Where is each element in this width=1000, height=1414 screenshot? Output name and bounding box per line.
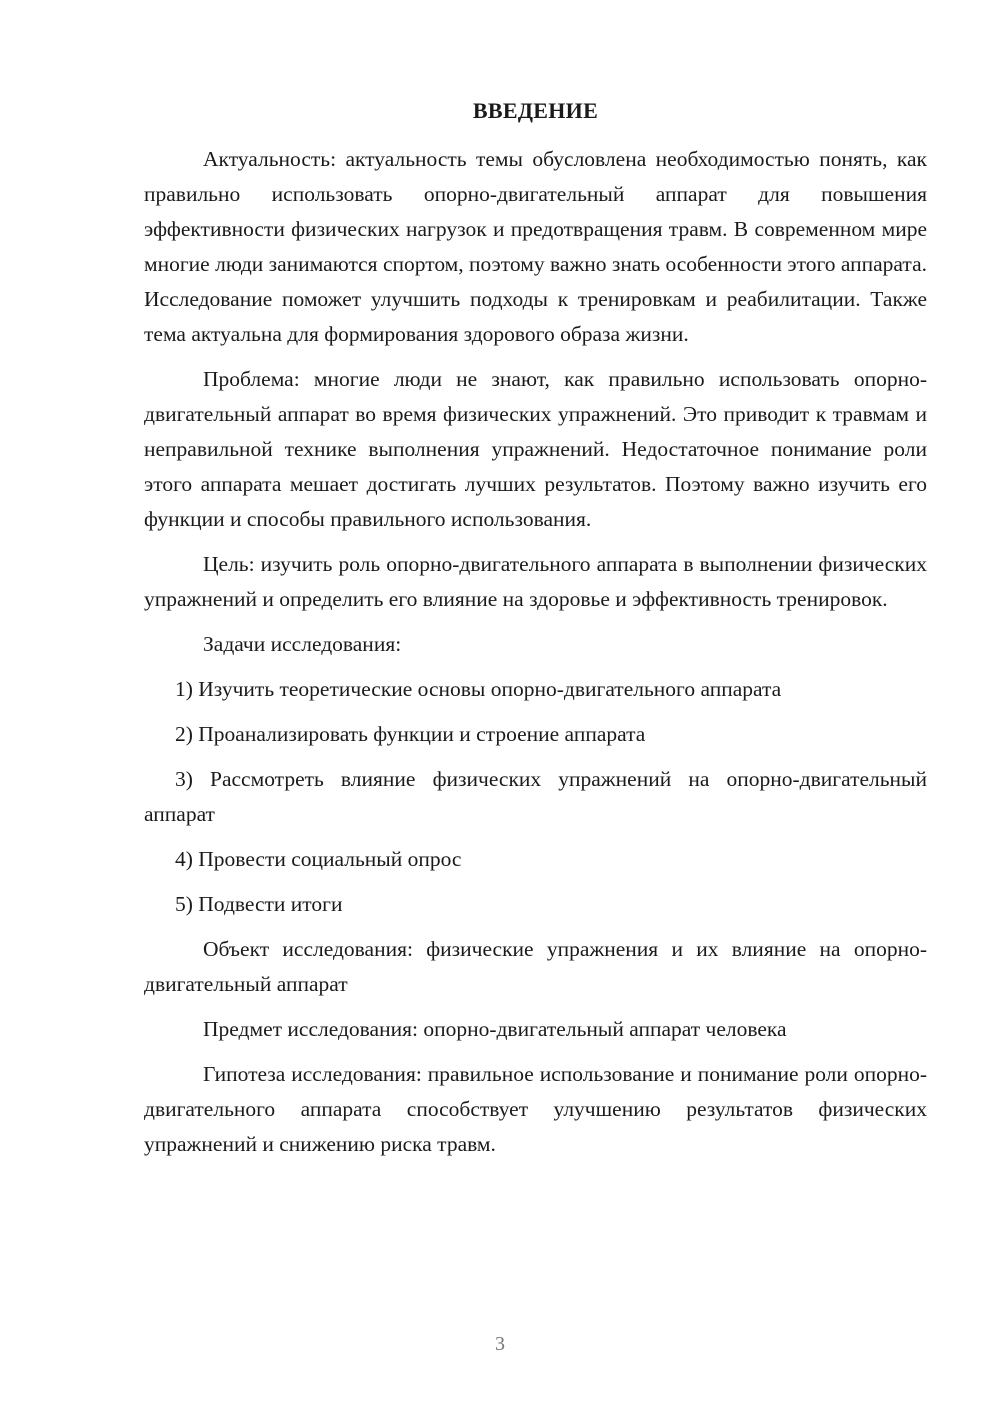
- paragraph-goal: Цель: изучить роль опорно-двигательного аппарата в выполнении физических упражнений и определить его влияние на здоровье и эффективность тренировок.: [144, 552, 927, 611]
- paragraph-hypothesis: Гипотеза исследования: правильное использование и понимание роли опорно-двигательного аппарата способствует улучшению результатов физических упражнений и снижению риска травм.: [144, 1062, 927, 1156]
- task-item-5: 5) Подвести итоги: [175, 892, 343, 916]
- task-item-1: 1) Изучить теоретические основы опорно-двигательного аппарата: [175, 677, 782, 701]
- task-item-2: 2) Проанализировать функции и строение аппарата: [175, 722, 646, 746]
- paragraph-tasks-heading: Задачи исследования:: [203, 632, 402, 656]
- paragraph-relevance: Актуальность: актуальность темы обусловлена необходимостью понять, как правильно использовать опорно-двигательный аппарат для повышения эффективности физических нагрузок и предотвращения травм. В современном мире многие люди занимаются спортом, поэтому важно знать особенности этого аппарата. Исследование поможет улучшить подходы к тренировкам и реабилитации. Также тема актуальна для формирования здорового образа жизни.: [144, 147, 927, 346]
- task-item-3: 3) Рассмотреть влияние физических упражнений на опорно-двигательный аппарат: [144, 767, 927, 826]
- task-item-4: 4) Провести социальный опрос: [175, 847, 462, 871]
- paragraph-problem: Проблема: многие люди не знают, как правильно использовать опорно-двигательный аппарат во время физических упражнений. Это приводит к травмам и неправильной технике выполнения упражнений. Недостаточное понимание роли этого аппарата мешает достигать лучших результатов. Поэтому важно изучить его функции и способы правильного использования.: [144, 367, 927, 531]
- paragraph-object: Объект исследования: физические упражнения и их влияние на опорно-двигательный аппарат: [144, 937, 927, 996]
- paragraph-subject: Предмет исследования: опорно-двигательный аппарат человека: [203, 1017, 787, 1041]
- page-number: 3: [495, 1333, 505, 1355]
- page-title: ВВЕДЕНИЕ: [472, 98, 599, 123]
- document-body: [144, 142, 927, 1162]
